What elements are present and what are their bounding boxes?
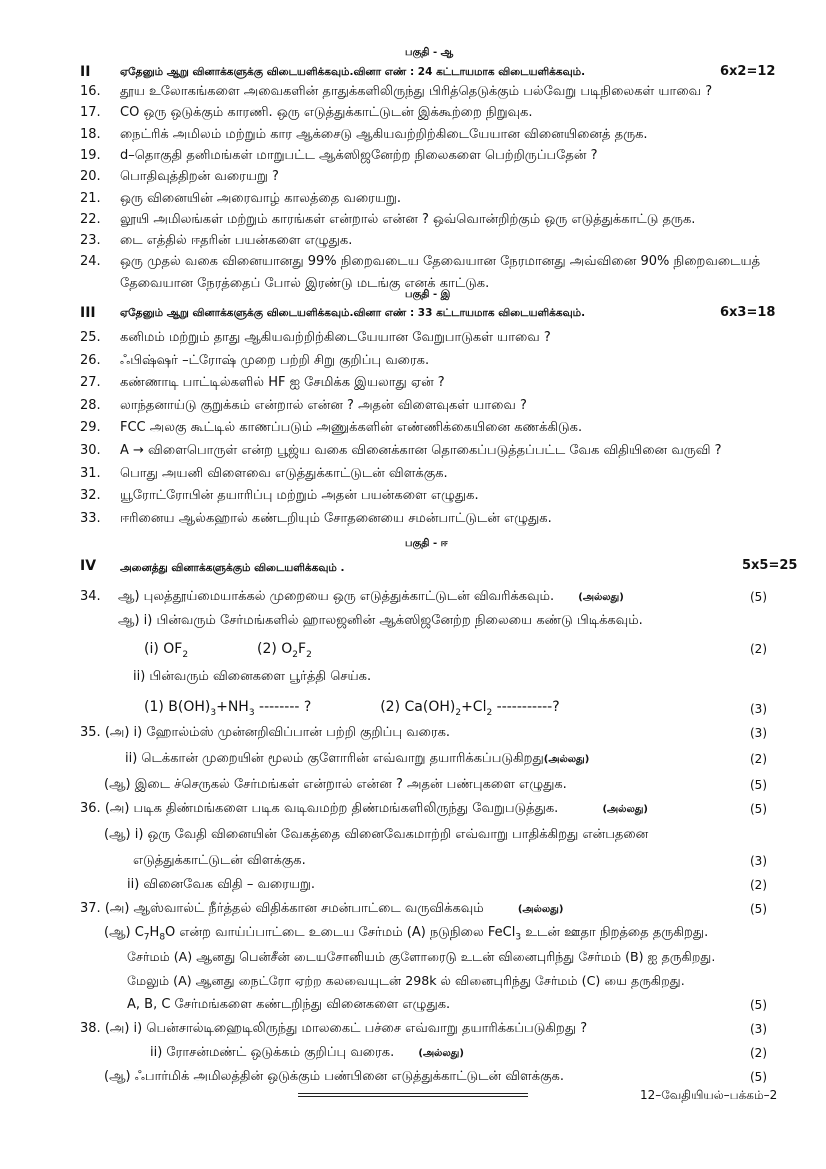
- q36-b2-marks: (2): [750, 878, 767, 892]
- question-number: 25.: [80, 330, 101, 345]
- q38-a2-marks: (2): [750, 1046, 767, 1060]
- question-number: 23.: [80, 233, 101, 249]
- q34-b1-marks: (2): [750, 642, 767, 656]
- question-number: 17.: [80, 105, 101, 121]
- question-text: பொதிவுத்திறன் வரையறு ?: [120, 169, 279, 185]
- q38-b-text: (ஆ) ஃபார்மிக் அமிலத்தின் ஒடுக்கும் பண்பினை எடுத்துக்காட்டுடன் விளக்குக.: [104, 1069, 565, 1084]
- part2-heading: பகுதி - ஆ: [405, 47, 454, 58]
- part2-instruction: ஏதேனும் ஆறு வினாக்களுக்கு விடையளிக்கவும்.வினா எண் : 24 கட்டாயமாக விடையளிக்கவும்.: [120, 66, 586, 78]
- question-text: தேவையான நேரத்தைப் போல் இரண்டு மடங்கு எனக் காட்டுக.: [120, 275, 490, 291]
- q38-a2-text: ii) ரோசன்மண்ட் ஒடுக்கம் குறிப்பு வரைக. (அல்லது): [150, 1045, 464, 1060]
- part3-marks: 6x3=18: [720, 305, 776, 320]
- question-number: 32.: [80, 488, 101, 504]
- question-text: CO ஒரு ஒடுக்கும் காரணி. ஒரு எடுத்துக்காட்டுடன் இக்கூற்றை நிறுவுக.: [120, 105, 533, 121]
- q37-a-text: 37. (அ) ஆஸ்வால்ட் நீர்த்தல் விதிக்கான சமன்பாட்டை வருவிக்கவும் (அல்லது): [80, 901, 564, 916]
- question-number: 16.: [80, 84, 101, 99]
- question-text: FCC அலகு கூட்டில் காணப்படும் அணுக்களின் எண்ணிக்கையினை கணக்கிடுக.: [120, 420, 583, 436]
- question-text: ஈரினைய ஆல்கஹால் கண்டறியும் சோதனையை சமன்பாட்டுடன் எழுதுக.: [120, 510, 552, 526]
- question-text: லாந்தனாய்டு குறுக்கம் என்றால் என்ன ? அதன் விளைவுகள் யாவை ?: [120, 397, 527, 413]
- q38-b-marks: (5): [750, 1070, 767, 1084]
- q35-a2-text: ii) டெக்கான் முறையின் மூலம் குளோரின் எவ்வாறு தயாரிக்கப்படுகிறது(அல்லது): [125, 751, 590, 766]
- question-text: கண்ணாடி பாட்டில்களில் HF ஐ சேமிக்க இயலாது ஏன் ?: [120, 375, 445, 391]
- q34-number: 34.: [80, 589, 101, 604]
- q38-a1-text: 38. (அ) i) பென்சால்டிஹைடிலிருந்து மாலகைட் பச்சை எவ்வாறு தயாரிக்கப்படுகிறது ?: [80, 1021, 588, 1036]
- question-text: தூய உலோகங்களை அவைகளின் தாதுக்களிலிருந்து பிரித்தெடுக்கும் பல்வேறு படிநிலைகள் யாவை ?: [120, 84, 713, 99]
- question-number: 30.: [80, 443, 101, 458]
- q35-a1-marks: (3): [750, 726, 767, 740]
- q37-a-marks: (5): [750, 902, 767, 916]
- question-number: 29.: [80, 420, 101, 436]
- question-text: கனிமம் மற்றும் தாது ஆகியவற்றிற்கிடையேயான வேறுபாடுகள் யாவை ?: [120, 330, 551, 345]
- question-text: பொது அயனி விளைவை எடுத்துக்காட்டுடன் விளக்குக.: [120, 465, 448, 481]
- q34-a-text: ஆ) புலத்தூய்மையாக்கல் முறையை ஒரு எடுத்துக்காட்டுடன் விவரிக்கவும். (அல்லது): [118, 589, 624, 604]
- q37-b-line1: (ஆ) $C_7H_8O$ என்ற வாய்ப்பாட்டை உடைய சேர்மம் (A) நடுநிலை FeCl$_3$ உடன் ஊதா நிறத்தை தருகிறது.: [104, 925, 709, 943]
- q36-a-text: 36. (அ) படிக திண்மங்களை படிக வடிவமற்ற திண்மங்களிலிருந்து வேறுபடுத்துக. (அல்லது): [80, 801, 648, 816]
- or-label: (அல்லது): [543, 754, 590, 765]
- q37-b-line3: மேலும் (A) ஆனது நைட்ரோ ஏற்ற கலவையுடன் 298k ல் வினைபுரிந்து சேர்மம் (C) யை தருகிறது.: [127, 973, 685, 988]
- question-text: ஒரு வினையின் அரைவாழ் காலத்தை வரையறு.: [120, 190, 402, 206]
- question-number: 31.: [80, 465, 101, 481]
- or-label: (அல்லது): [517, 904, 564, 915]
- question-text: நைட்ரிக் அமிலம் மற்றும் கார ஆக்சைடு ஆகியவற்றிற்கிடையேயான வினையினைத் தருக.: [120, 126, 648, 142]
- q36-b1-continued: எடுத்துக்காட்டுடன் விளக்குக.: [133, 853, 306, 868]
- q34-b2-text: ii) பின்வரும் வினைகளை பூர்த்தி செய்க.: [133, 669, 372, 684]
- question-text: டை எத்தில் ஈதரின் பயன்களை எழுதுக.: [120, 233, 353, 249]
- part3-instruction: ஏதேனும் ஆறு வினாக்களுக்கு விடையளிக்கவும்.வினா எண் : 33 கட்டாயமாக விடையளிக்கவும்.: [120, 307, 586, 319]
- question-text: ஃபிஷ்ஷர் –ட்ரோஷ் முறை பற்றி சிறு குறிப்பு வரைக.: [120, 352, 430, 368]
- q35-b-text: (ஆ) இடை ச்செருகல் சேர்மங்கள் என்றால் என்ன ? அதன் பண்புகளை எழுதுக.: [104, 777, 567, 792]
- q34-b2-equations: (1) $B(OH)_3+NH_3$ -------- ? (2) $Ca(OH)_2+Cl_2$ -----------?: [144, 699, 560, 718]
- question-text: d–தொகுதி தனிமங்கள் மாறுபட்ட ஆக்ஸிஜனேற்ற நிலைகளை பெற்றிருப்பதேன் ?: [120, 147, 598, 163]
- part2-marks: 6x2=12: [720, 64, 776, 79]
- q36-b2-text: ii) வினைவேக விதி – வரையறு.: [127, 877, 316, 892]
- part2-section-number: II: [80, 64, 91, 80]
- or-label: (அல்லது): [578, 592, 624, 603]
- part4-heading: பகுதி - ஈ: [405, 538, 448, 549]
- question-number: 22.: [80, 211, 101, 227]
- q38-a1-marks: (3): [750, 1022, 767, 1036]
- question-text: A → விளைபொருள் என்ற பூஜ்ய வகை வினைக்கான தொகைப்படுத்தப்பட்ட வேக விதியினை வருவி ?: [120, 443, 722, 458]
- footer-rule-bottom: [298, 1096, 528, 1097]
- q37-b-marks: (5): [750, 998, 767, 1012]
- q36-b1-marks: (3): [750, 854, 767, 868]
- q34-a-marks: (5): [750, 590, 767, 604]
- part4-section-number: IV: [80, 558, 97, 574]
- question-text: லூயி அமிலங்கள் மற்றும் காரங்கள் என்றால் என்ன ? ஒவ்வொன்றிற்கும் ஒரு எடுத்துக்காட்டு தருக.: [120, 211, 696, 227]
- question-number: 28.: [80, 397, 101, 413]
- question-number: 20.: [80, 169, 101, 185]
- or-label: (அல்லது): [418, 1048, 464, 1059]
- question-text: யூரோட்ரோபின் தயாரிப்பு மற்றும் அதன் பயன்களை எழுதுக.: [120, 488, 479, 504]
- or-label: (அல்லது): [602, 804, 648, 815]
- question-number: 24.: [80, 254, 101, 270]
- footer-rule-top: [298, 1093, 528, 1094]
- page-footer: 12–வேதியியல்–பக்கம்–2: [640, 1088, 778, 1102]
- question-number: 18.: [80, 126, 101, 142]
- part3-heading: பகுதி - இ: [405, 289, 451, 300]
- q37-b-line2: சேர்மம் (A) ஆனது பென்சீன் டையசோனியம் குளோரைடு உடன் வினைபுரிந்து சேர்மம் (B) ஐ தருகிறது.: [127, 949, 716, 964]
- question-number: 26.: [80, 352, 101, 368]
- question-number: 27.: [80, 375, 101, 391]
- q35-a1-text: 35. (அ) i) ஹோல்ம்ஸ் முன்னறிவிப்பான் பற்றி குறிப்பு வரைக.: [80, 725, 451, 740]
- question-number: 21.: [80, 190, 101, 206]
- q34-b1-text: ஆ) i) பின்வரும் சேர்மங்களில் ஹாலஜனின் ஆக்ஸிஜனேற்ற நிலையை கண்டு பிடிக்கவும்.: [118, 613, 643, 628]
- question-text: ஒரு முதல் வகை வினையானது 99% நிறைவடைய தேவையான நேரமானது அவ்வினை 90% நிறைவடையத்: [120, 254, 761, 270]
- part3-section-number: III: [80, 305, 96, 321]
- question-number: 19.: [80, 147, 101, 163]
- part4-instruction: அனைத்து வினாக்களுக்கும் விடையளிக்கவும் .: [120, 562, 345, 574]
- q34-b2-marks: (3): [750, 702, 767, 716]
- q35-a2-marks: (2): [750, 752, 767, 766]
- q36-b1-text: (ஆ) i) ஒரு வேதி வினையின் வேகத்தை வினைவேகமாற்றி எவ்வாறு பாதிக்கிறது என்பதனை: [104, 827, 649, 842]
- q34-b1-options: (i) $OF_2$ (2) $O_2F_2$: [144, 641, 312, 660]
- q35-b-marks: (5): [750, 778, 767, 792]
- part4-marks: 5x5=25: [742, 558, 798, 573]
- q37-b-line4: A, B, C சேர்மங்களை கண்டறிந்து வினைகளை எழுதுக.: [127, 997, 451, 1012]
- q36-a-marks: (5): [750, 802, 767, 816]
- question-number: 33.: [80, 510, 101, 526]
